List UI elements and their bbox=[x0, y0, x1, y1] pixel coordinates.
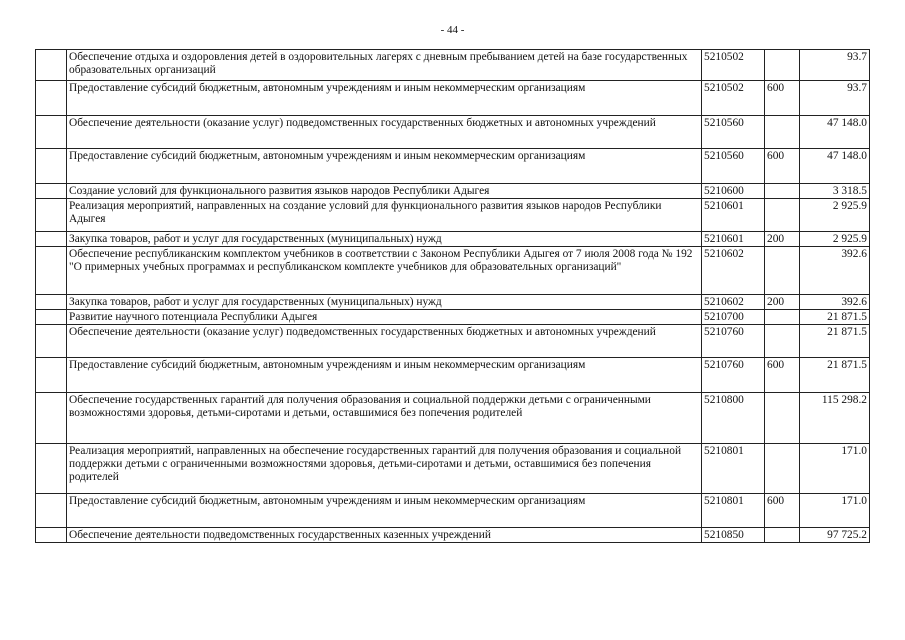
row-name-cell: Создание условий для функционального развития языков народов Республики Адыгея bbox=[67, 184, 702, 199]
row-type-cell bbox=[765, 393, 800, 444]
row-name-cell: Обеспечение государственных гарантий для получения образования и социальной поддержки детьми с ограниченными возможностями здоровья, детьми-сиротами и детьми, оставшимися без попечения родителей bbox=[67, 393, 702, 444]
row-blank-cell bbox=[36, 494, 67, 528]
row-type-cell: 600 bbox=[765, 494, 800, 528]
row-code-cell: 5210801 bbox=[702, 494, 765, 528]
table-row bbox=[36, 444, 870, 494]
row-type-cell bbox=[765, 199, 800, 232]
row-name-cell: Предоставление субсидий бюджетным, автономным учреждениям и иным некоммерческим организациям bbox=[67, 494, 702, 528]
table-row bbox=[36, 81, 870, 116]
row-code-cell: 5210601 bbox=[702, 199, 765, 232]
table-row bbox=[36, 325, 870, 358]
row-code-cell: 5210801 bbox=[702, 444, 765, 494]
row-amount-cell: 21 871.5 bbox=[800, 358, 870, 393]
row-blank-cell bbox=[36, 81, 67, 116]
row-amount-cell: 171.0 bbox=[800, 494, 870, 528]
budget-table bbox=[35, 49, 870, 543]
row-amount-cell: 47 148.0 bbox=[800, 149, 870, 184]
row-blank-cell bbox=[36, 116, 67, 149]
row-name-cell: Предоставление субсидий бюджетным, автономным учреждениям и иным некоммерческим организациям bbox=[67, 81, 702, 116]
row-type-cell bbox=[765, 325, 800, 358]
row-type-cell: 600 bbox=[765, 358, 800, 393]
row-name-cell: Реализация мероприятий, направленных на обеспечение государственных гарантий для получения образования и социальной поддержки детьми с ограниченными возможностями здоровья, детьми-сиротами и детьми, оставшимися без попечения родителей bbox=[67, 444, 702, 494]
table-row bbox=[36, 184, 870, 199]
row-blank-cell bbox=[36, 310, 67, 325]
row-blank-cell bbox=[36, 528, 67, 543]
row-blank-cell bbox=[36, 199, 67, 232]
row-amount-cell: 97 725.2 bbox=[800, 528, 870, 543]
row-type-cell bbox=[765, 184, 800, 199]
table-row bbox=[36, 528, 870, 543]
table-row bbox=[36, 310, 870, 325]
row-blank-cell bbox=[36, 247, 67, 295]
row-code-cell: 5210560 bbox=[702, 116, 765, 149]
row-name-cell: Обеспечение отдыха и оздоровления детей в оздоровительных лагерях с дневным пребыванием детей на базе государственных образовательных организаций bbox=[67, 50, 702, 81]
row-type-cell bbox=[765, 116, 800, 149]
row-type-cell bbox=[765, 247, 800, 295]
row-name-cell: Предоставление субсидий бюджетным, автономным учреждениям и иным некоммерческим организациям bbox=[67, 358, 702, 393]
row-amount-cell: 392.6 bbox=[800, 295, 870, 310]
row-type-cell bbox=[765, 528, 800, 543]
row-name-cell: Обеспечение республиканским комплектом учебников в соответствии с Законом Республики Адыгея от 7 июля 2008 года № 192 "О примерных учебных программах и республиканском комплекте учебников для образовательных организаций" bbox=[67, 247, 702, 295]
row-type-cell: 600 bbox=[765, 149, 800, 184]
row-blank-cell bbox=[36, 295, 67, 310]
row-code-cell: 5210502 bbox=[702, 50, 765, 81]
row-amount-cell: 115 298.2 bbox=[800, 393, 870, 444]
row-name-cell: Обеспечение деятельности (оказание услуг) подведомственных государственных бюджетных и автономных учреждений bbox=[67, 325, 702, 358]
row-type-cell bbox=[765, 310, 800, 325]
row-amount-cell: 93.7 bbox=[800, 50, 870, 81]
row-type-cell bbox=[765, 50, 800, 81]
row-code-cell: 5210760 bbox=[702, 358, 765, 393]
row-blank-cell bbox=[36, 232, 67, 247]
row-blank-cell bbox=[36, 325, 67, 358]
table-row bbox=[36, 494, 870, 528]
page-number: - 44 - bbox=[440, 24, 465, 36]
row-amount-cell: 2 925.9 bbox=[800, 199, 870, 232]
row-code-cell: 5210602 bbox=[702, 295, 765, 310]
budget-table-body bbox=[36, 50, 870, 543]
row-code-cell: 5210601 bbox=[702, 232, 765, 247]
row-amount-cell: 21 871.5 bbox=[800, 325, 870, 358]
row-code-cell: 5210850 bbox=[702, 528, 765, 543]
row-blank-cell bbox=[36, 358, 67, 393]
row-code-cell: 5210502 bbox=[702, 81, 765, 116]
row-code-cell: 5210700 bbox=[702, 310, 765, 325]
table-row bbox=[36, 50, 870, 81]
row-name-cell: Обеспечение деятельности подведомственных государственных казенных учреждений bbox=[67, 528, 702, 543]
row-amount-cell: 392.6 bbox=[800, 247, 870, 295]
row-code-cell: 5210560 bbox=[702, 149, 765, 184]
row-code-cell: 5210800 bbox=[702, 393, 765, 444]
row-blank-cell bbox=[36, 50, 67, 81]
row-code-cell: 5210602 bbox=[702, 247, 765, 295]
table-row bbox=[36, 116, 870, 149]
row-amount-cell: 47 148.0 bbox=[800, 116, 870, 149]
row-type-cell: 200 bbox=[765, 295, 800, 310]
row-blank-cell bbox=[36, 444, 67, 494]
table-row bbox=[36, 232, 870, 247]
row-amount-cell: 171.0 bbox=[800, 444, 870, 494]
row-name-cell: Развитие научного потенциала Республики Адыгея bbox=[67, 310, 702, 325]
row-name-cell: Закупка товаров, работ и услуг для государственных (муниципальных) нужд bbox=[67, 295, 702, 310]
row-type-cell: 200 bbox=[765, 232, 800, 247]
row-name-cell: Обеспечение деятельности (оказание услуг) подведомственных государственных бюджетных и автономных учреждений bbox=[67, 116, 702, 149]
table-row bbox=[36, 199, 870, 232]
row-amount-cell: 2 925.9 bbox=[800, 232, 870, 247]
row-amount-cell: 21 871.5 bbox=[800, 310, 870, 325]
row-amount-cell: 93.7 bbox=[800, 81, 870, 116]
row-name-cell: Реализация мероприятий, направленных на создание условий для функционального развития языков народов Республики Адыгея bbox=[67, 199, 702, 232]
row-blank-cell bbox=[36, 149, 67, 184]
row-type-cell: 600 bbox=[765, 81, 800, 116]
row-code-cell: 5210600 bbox=[702, 184, 765, 199]
table-row bbox=[36, 247, 870, 295]
row-name-cell: Закупка товаров, работ и услуг для государственных (муниципальных) нужд bbox=[67, 232, 702, 247]
table-row bbox=[36, 149, 870, 184]
row-blank-cell bbox=[36, 393, 67, 444]
table-row bbox=[36, 295, 870, 310]
table-row bbox=[36, 358, 870, 393]
row-name-cell: Предоставление субсидий бюджетным, автономным учреждениям и иным некоммерческим организациям bbox=[67, 149, 702, 184]
row-code-cell: 5210760 bbox=[702, 325, 765, 358]
row-type-cell bbox=[765, 444, 800, 494]
table-row bbox=[36, 393, 870, 444]
row-blank-cell bbox=[36, 184, 67, 199]
row-amount-cell: 3 318.5 bbox=[800, 184, 870, 199]
